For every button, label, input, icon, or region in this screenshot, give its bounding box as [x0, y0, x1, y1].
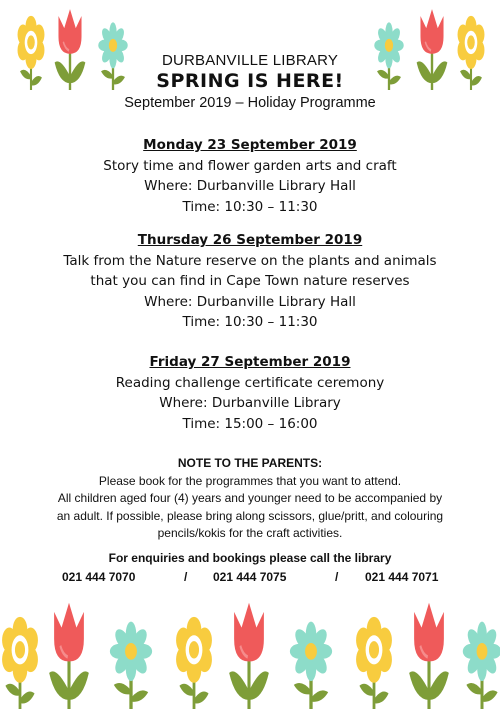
enquiry-text: For enquiries and bookings please call the library: [108, 551, 392, 565]
event-description: Reading challenge certificate ceremony: [115, 374, 385, 391]
library-name: DURBANVILLE LIBRARY: [161, 52, 339, 69]
event-time: Time: 10:30 – 11:30: [182, 314, 318, 330]
note-line: pencils/kokis for the craft activities.: [157, 526, 343, 540]
event-date: Monday 23 September 2019: [143, 137, 357, 153]
event-time: Time: 10:30 – 11:30: [182, 198, 318, 215]
daisy-mint-icon: [278, 616, 344, 709]
event-monday: [0, 135, 500, 217]
event-thursday: [0, 230, 500, 333]
event-time: Time: 15:00 – 16:00: [182, 415, 318, 432]
phone-separator: /: [335, 570, 339, 584]
page-title: SPRING IS HERE!: [156, 70, 344, 92]
note-line: All children aged four (4) years and younger need to be accompanied by: [57, 491, 443, 505]
parents-note: [0, 455, 500, 543]
tulip-red-icon: [398, 596, 460, 709]
note-title: NOTE TO THE PARENTS:: [177, 456, 323, 470]
tulip-red-icon: [38, 596, 100, 709]
event-description: that you can find in Cape Town nature reserves: [90, 273, 410, 289]
event-date: Friday 27 September 2019: [149, 354, 351, 370]
event-friday: [0, 352, 500, 434]
event-location: Where: Durbanville Library Hall: [144, 293, 356, 310]
phone-number: 021 444 7071: [365, 570, 439, 584]
event-location: Where: Durbanville Library: [159, 395, 341, 411]
event-date: Thursday 26 September 2019: [137, 232, 363, 248]
event-description: Story time and flower garden arts and craft: [103, 157, 397, 174]
note-line: an adult. If possible, please bring along scissors, glue/pritt, and colouring: [56, 508, 444, 523]
page-subtitle: September 2019 – Holiday Programme: [124, 95, 376, 111]
daisy-mint-icon: [98, 616, 164, 709]
event-description: Talk from the Nature reserve on the plants and animals: [63, 252, 437, 269]
daisy-mint-icon: [452, 616, 500, 709]
phone-separator: /: [184, 570, 188, 584]
daisy-yellow-icon: [346, 612, 402, 709]
phone-number: 021 444 7070: [62, 570, 136, 584]
tulip-red-icon: [218, 596, 280, 709]
note-line: Please book for the programmes that you want to attend.: [98, 473, 402, 488]
event-location: Where: Durbanville Library Hall: [144, 178, 356, 194]
daisy-yellow-icon: [166, 612, 222, 709]
phone-number: 021 444 7075: [213, 570, 287, 584]
